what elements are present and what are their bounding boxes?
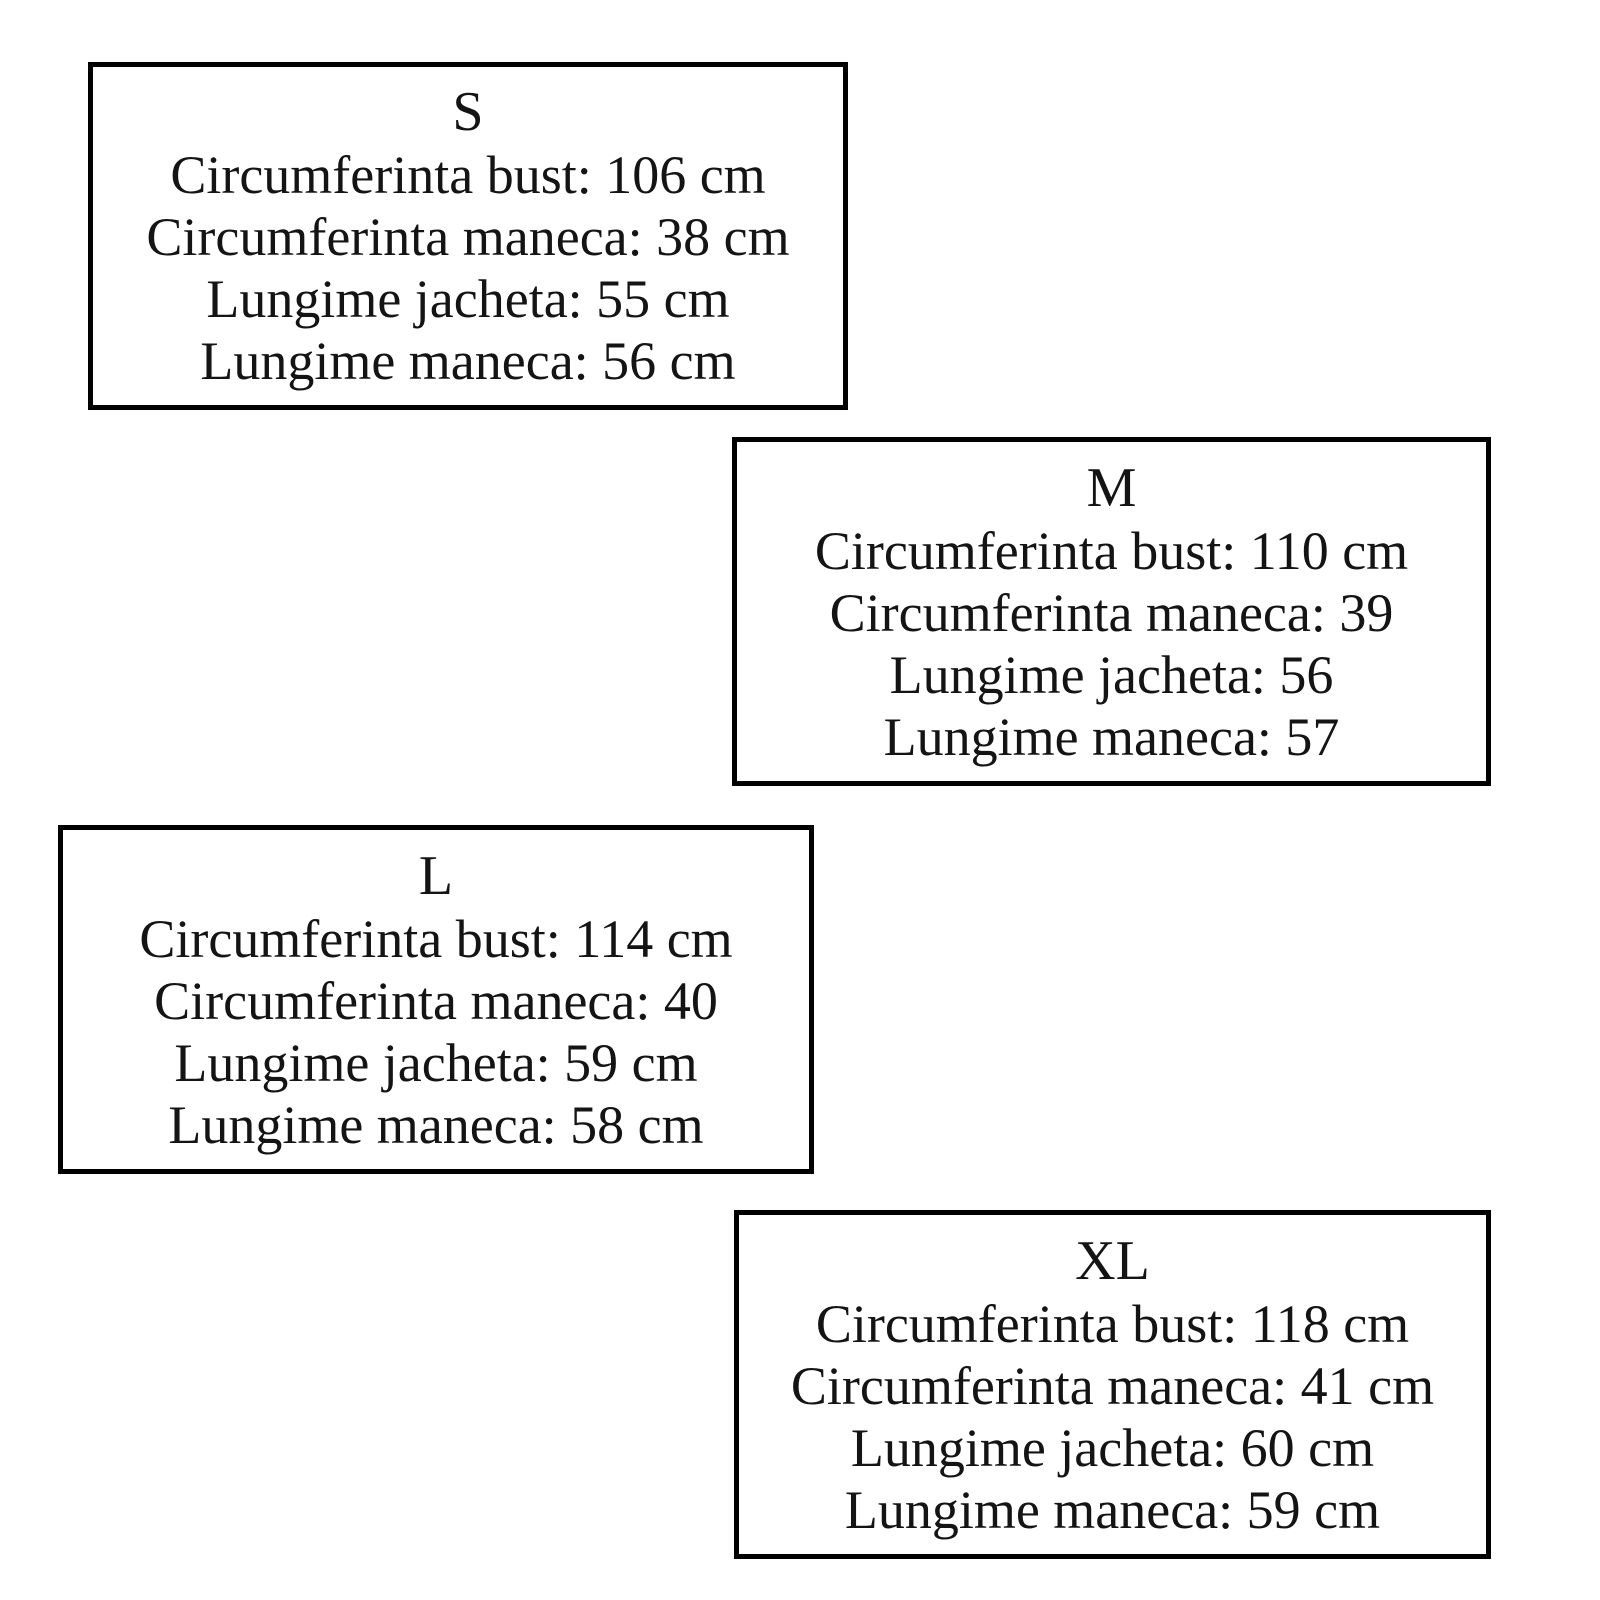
size-label-m: M: [1086, 456, 1137, 519]
sleeve-length-xl: Lungime maneca: 59 cm: [844, 1479, 1381, 1540]
sleeve-length-m: Lungime maneca: 57: [883, 706, 1340, 767]
sleeve-circumference-s: Circumferinta maneca: 38 cm: [146, 207, 790, 267]
bust-measurement-m: Circumferinta bust: 110 cm: [814, 520, 1409, 581]
sleeve-length-l: Lungime maneca: 58 cm: [168, 1094, 704, 1155]
sleeve-circumference-l: Circumferinta maneca: 40: [154, 970, 718, 1031]
size-box-l: [58, 825, 814, 1174]
size-label-l: L: [418, 844, 454, 907]
jacket-length-l: Lungime jacheta: 59 cm: [174, 1032, 698, 1093]
bust-measurement-l: Circumferinta bust: 114 cm: [139, 908, 733, 969]
size-box-s: [88, 62, 848, 410]
bust-measurement-xl: Circumferinta bust: 118 cm: [815, 1293, 1410, 1354]
jacket-length-m: Lungime jacheta: 56: [889, 644, 1334, 705]
bust-measurement-s: Circumferinta bust: 106 cm: [170, 145, 766, 205]
sleeve-circumference-m: Circumferinta maneca: 39: [829, 582, 1394, 643]
sleeve-circumference-xl: Circumferinta maneca: 41 cm: [790, 1355, 1435, 1416]
jacket-length-xl: Lungime jacheta: 60 cm: [850, 1417, 1375, 1478]
size-box-xl: [734, 1210, 1491, 1559]
sleeve-length-s: Lungime maneca: 56 cm: [200, 331, 736, 391]
size-label-xl: XL: [1075, 1229, 1150, 1292]
size-label-s: S: [452, 81, 484, 143]
size-box-m: [732, 437, 1491, 786]
jacket-length-s: Lungime jacheta: 55 cm: [206, 269, 730, 329]
